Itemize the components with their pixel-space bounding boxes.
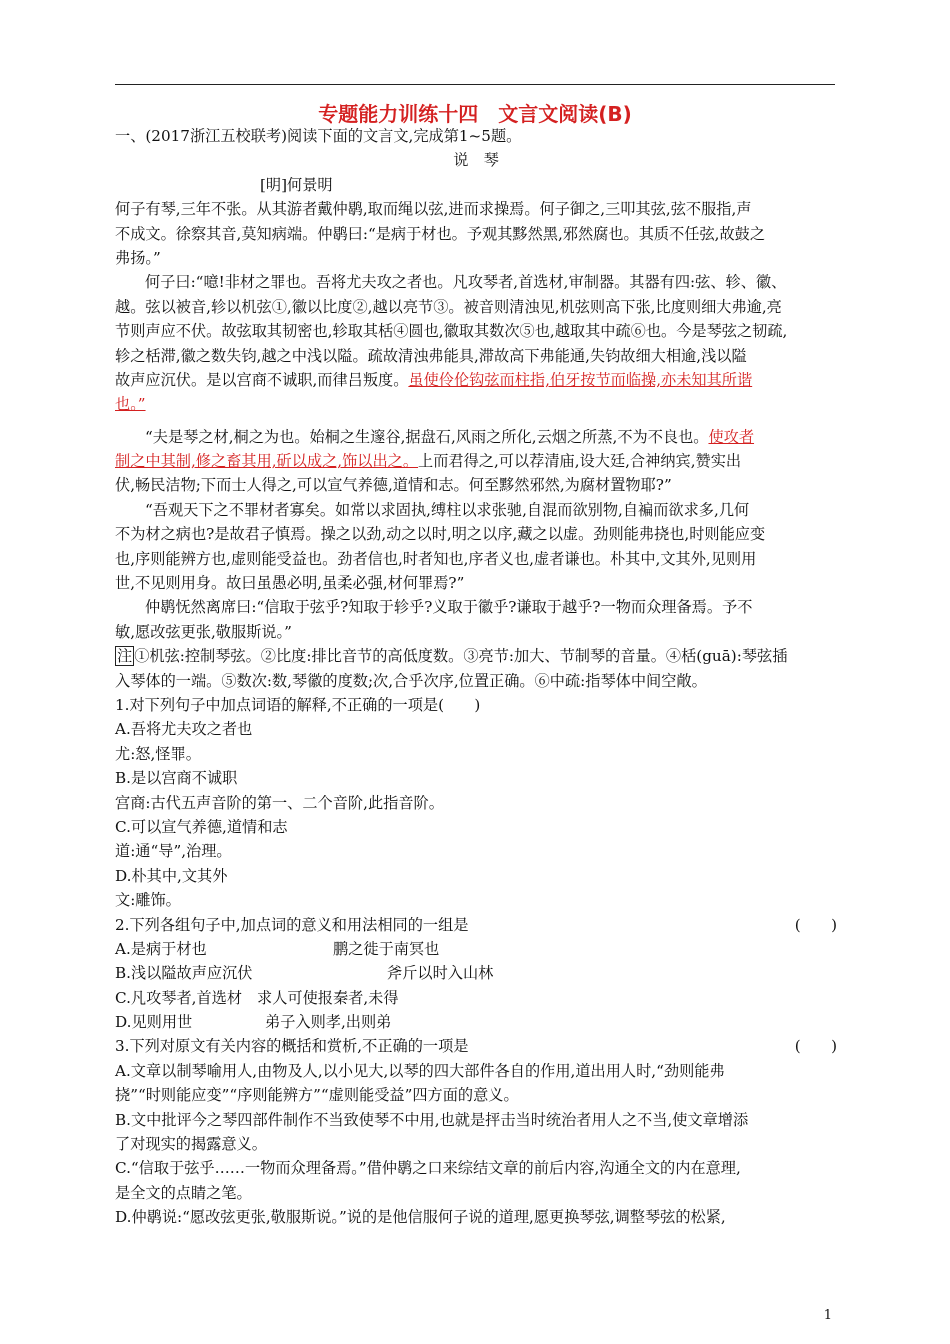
q3-line: A.文章以制琴喻用人,由物及人,以小见大,以琴的四大部件各自的作用,道出用人时,“劲则能弗 (115, 1061, 725, 1080)
p2-line: 越。弦以被音,轸以机弦①,徽以比度②,越以亮节③。被音则清浊见,机弦则高下张,比度则细大弗逾,亮 (115, 297, 782, 316)
q2-stem-row (115, 913, 837, 937)
p3-line (115, 425, 837, 449)
q2-option (115, 1010, 837, 1034)
q2-option (115, 961, 837, 985)
p2-line: 节则声应不伏。故弦取其韧密也,轸取其栝④圆也,徽取其数次⑤也,越取其中疏⑥也。今是琴弦之韧疏, (115, 322, 788, 341)
p3-text: “夫是琴之材,桐之为也。始桐之生邃谷,据盘石,风雨之所化,云烟之所蒸,不为不良也。 (145, 427, 709, 446)
q2-option (115, 986, 837, 1010)
q3-line: D.仲鹖说:“愿改弦更张,敬服斯说。”说的是他信服何子说的道理,愿更换琴弦,调整琴弦的松紧, (115, 1208, 726, 1227)
page-number: 1 (823, 1308, 832, 1323)
note-label: 注 (117, 647, 133, 666)
q2-option (115, 937, 837, 961)
q2-stem: 2.下列各组句子中,加点词的意义和用法相同的一组是 (115, 915, 469, 934)
q2-option-a1: A.是病于材也 (115, 939, 207, 958)
p2-line: 轸之栝滞,徽之数失钧,越之中浅以隘。疏故清浊弗能具,滞故高下弗能通,失钧故细大相逾,浅以隘 (115, 346, 747, 365)
q2-option-c2: 求人可使报秦者,未得 (257, 988, 399, 1007)
q1-stem: 1.对下列句子中加点词语的解释,不正确的一项是( ) (115, 695, 481, 714)
q2-option-d2: 弟子入则孝,出则弟 (265, 1013, 392, 1032)
intro-line: 一、(2017浙江五校联考)阅读下面的文言文,完成第1~5题。 (115, 127, 522, 145)
p3-highlight: 制之中其制,修之畜其用,斫以成之,饰以出之。 (115, 452, 419, 471)
p4-line: 也,序则能辨方也,虚则能受益也。劲者信也,时者知也,序者义也,虚者谦也。朴其中,文其外,见则用 (115, 549, 757, 568)
q3-line: 挠”“时则能应变”“序则能辨方”“虚则能受益”四方面的意义。 (115, 1086, 519, 1105)
q1-line: 道:通“导”,治理。 (115, 842, 232, 861)
q2-option-b1: B.浅以隘故声应沉伏 (115, 964, 253, 983)
p3-line (115, 449, 837, 473)
q1-line: 宫商:古代五声音阶的第一、二个音阶,此指音阶。 (115, 793, 444, 812)
p2-highlight: 虽使伶伦钩弦而柱指,伯牙按节而临操,亦未知其所谐 (408, 370, 753, 389)
p3-highlight: 使攻者 (708, 427, 755, 446)
p5-line: 敏,愿改弦更张,敬服斯说。” (115, 622, 292, 641)
q2-option-d1: D.见则用世 (115, 1013, 193, 1032)
page-title: 专题能力训练十四 文言文阅读(B) (318, 102, 632, 126)
p2-highlight-end: 也。” (115, 395, 146, 414)
p2-text: 故声应沉伏。是以宫商不诚职,而律吕叛度。 (115, 370, 409, 389)
p1-line: 弗扬。” (115, 248, 161, 267)
p1-line: 何子有琴,三年不张。从其游者戴仲鹖,取而绳以弦,进而求操焉。何子御之,三叩其弦,弦不服指,声 (115, 200, 752, 219)
header-rule (115, 84, 835, 85)
p5-line: 仲鹖怃然离席曰:“信取于弦乎?知取于轸乎?义取于徽乎?谦取于越乎?一物而众理备焉。予不 (145, 598, 753, 617)
q2-option-c1: C.凡攻琴者,首选材 (115, 988, 243, 1007)
p4-line: 不为材之病也?是故君子慎焉。操之以劲,动之以时,明之以序,藏之以虚。劲则能弗挠也,时则能应变 (115, 525, 766, 544)
q3-line: B.文中批评今之琴四部件制作不当致使琴不中用,也就是抨击当时统治者用人之不当,使文章增添 (115, 1110, 749, 1129)
q2-option-b2: 斧斤以时入山林 (387, 964, 494, 983)
p2-line (115, 368, 837, 392)
q3-stem: 3.下列对原文有关内容的概括和赏析,不正确的一项是 (115, 1037, 469, 1056)
essay-title: 说 琴 (453, 151, 499, 170)
q3-paren: ( ) (794, 1037, 837, 1056)
q1-line: B.是以宫商不诚职 (115, 769, 238, 788)
p4-line: 世,不见则用身。故曰虽愚必明,虽柔必强,材何罪焉?” (115, 574, 465, 593)
q3-line: 是全文的点睛之笔。 (115, 1183, 252, 1202)
p2-line: 何子曰:“噫!非材之罪也。吾将尤夫攻之者也。凡攻琴者,首选材,审制器。其器有四:弦、轸、徽、 (145, 273, 787, 292)
p3-line: 伏,畅民洁物;下而士人得之,可以宣气养德,道情和志。何至黟然邪然,为腐材置物耶?” (115, 476, 672, 495)
note-text: ①机弦:控制琴弦。②比度:排比音节的高低度数。③亮节:加大、节制琴的音量。④栝(guā):琴弦插 (134, 647, 788, 666)
q2-option-a2: 鹏之徙于南冥也 (333, 939, 440, 958)
q2-paren: ( ) (794, 915, 837, 934)
document-body (115, 124, 837, 1230)
p4-line: “吾观天下之不罪材者寡矣。如常以求固执,缚柱以求张驰,自混而欲别物,自褊而欲求多,几何 (145, 500, 750, 519)
note-line (115, 644, 837, 668)
note-line: 入琴体的一端。⑤数次:数,琴徽的度数;次,合乎次序,位置正确。⑥中疏:指琴体中间空敞。 (115, 671, 707, 690)
q1-line: 文:雕饰。 (115, 891, 181, 910)
q1-line: C.可以宣气养德,道情和志 (115, 817, 288, 836)
p3-text: 上而君得之,可以荐清庙,设大廷,合神纳宾,赞实出 (418, 452, 742, 471)
q1-line: 尤:怒,怪罪。 (115, 744, 201, 763)
essay-author: [明]何景明 (260, 175, 333, 194)
q3-line: 了对现实的揭露意义。 (115, 1135, 267, 1154)
q3-stem-row (115, 1034, 837, 1058)
p2-line (115, 392, 837, 416)
q1-line: A.吾将尤夫攻之者也 (115, 720, 253, 739)
q3-line: C.“信取于弦乎……一物而众理备焉。”借仲鹖之口来综结文章的前后内容,沟通全文的内在意理, (115, 1159, 741, 1178)
p1-line: 不成文。徐察其音,莫知病端。仲鹖曰:“是病于材也。予观其黟然黑,邪然腐也。其质不任弦,故鼓之 (115, 224, 766, 243)
q1-line: D.朴其中,文其外 (115, 866, 228, 885)
